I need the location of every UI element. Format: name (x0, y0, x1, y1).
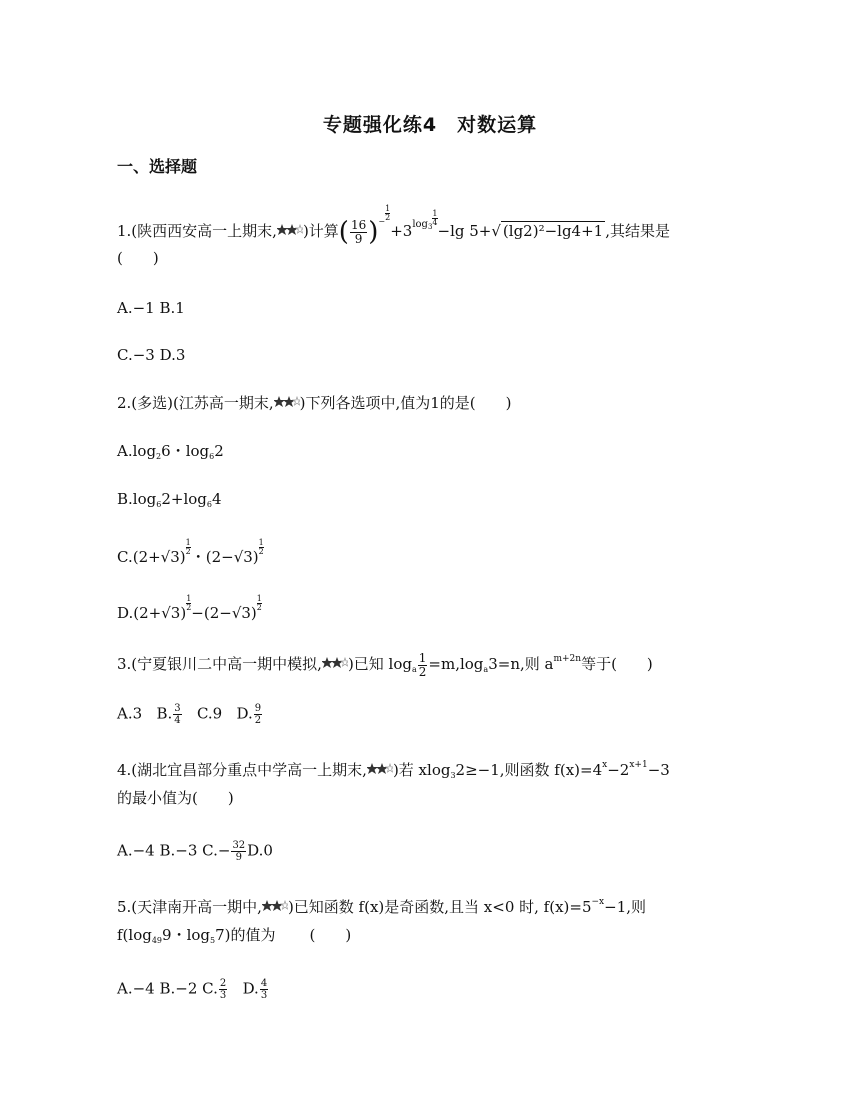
question-4-line-2: 的最小值为( ) (117, 789, 234, 807)
difficulty-stars-icon (262, 900, 288, 912)
fraction: $\frac{16}{9}$ (350, 217, 367, 246)
page-title: 专题强化练4 对数运算 (322, 114, 538, 136)
square-root: √ (lg2)²−lg4+1 (491, 222, 604, 240)
question-1-options-ab: A.−1 B.1 (117, 299, 185, 317)
section-heading: 一、选择题 (117, 157, 198, 176)
question-3-options: A.3 B. $\frac{3}{4}$ C.9 D. $\frac{9}{2}$ (117, 703, 262, 726)
question-5-line-2: $f(\log_{49}9$・$\log_57$)的值为 ( ) (117, 926, 352, 945)
question-1: 1.(陕西西安高一上期末, )计算( $\frac{16}{9}$ )− $\frac{1}{2}$ $+3^{log_3 \frac{1}{4}}$ −lg 5+√ (lg2)²−lg4+1 ,其结果是 (117, 204, 670, 247)
difficulty-stars-icon (367, 763, 393, 775)
question-2-option-d: D.(2+√3) $\frac{1}{2}$ −(2−√3) $\frac{1}{2}$ (117, 594, 262, 622)
question-4: 4.(湖北宜昌部分重点中学高一上期末, )若 xlog$_3$2≥−1,则函数 $f(x)=4^x-2^{x+1}-3$ (117, 760, 670, 780)
question-2-option-a: $A.\log_26$・$\log_62$ (117, 442, 224, 461)
question-1-blank: ( ) (117, 249, 159, 267)
exponent: − $\frac{1}{2}$ (378, 204, 391, 226)
question-3: 3.(宁夏银川二中高一期中模拟, )已知 $\log_a$ $\frac{1}{2}$ $=m,\log_a3=n$,则 $a^{m+2n}$等于( ) (117, 650, 653, 679)
question-5: 5.(天津南开高一期中, )已知函数 f(x)是奇函数,且当 x<0 时, $f(x)=5^{-x}-1$,则 (117, 897, 647, 916)
question-1-options-cd: C.−3 D.3 (117, 346, 186, 364)
question-5-options: A.−4 B.−2 C. $\frac{2}{3}$ D. $\frac{4}{3}$ (117, 978, 268, 1001)
question-2: 2.(多选)(江苏高一期末, )下列各选项中,值为1的是( ) (117, 394, 512, 412)
question-4-options: A.−4 B.−3 C.− $\frac{32}{9}$ D.0 (117, 840, 273, 863)
question-2-option-c: C.(2+√3) $\frac{1}{2}$ ・(2−√3) $\frac{1}{2}$ (117, 538, 264, 566)
difficulty-stars-icon (277, 224, 303, 236)
difficulty-stars-icon (322, 657, 348, 669)
difficulty-stars-icon (274, 396, 300, 408)
question-2-option-b: $B.\log_62+\log_64$ (117, 490, 222, 509)
